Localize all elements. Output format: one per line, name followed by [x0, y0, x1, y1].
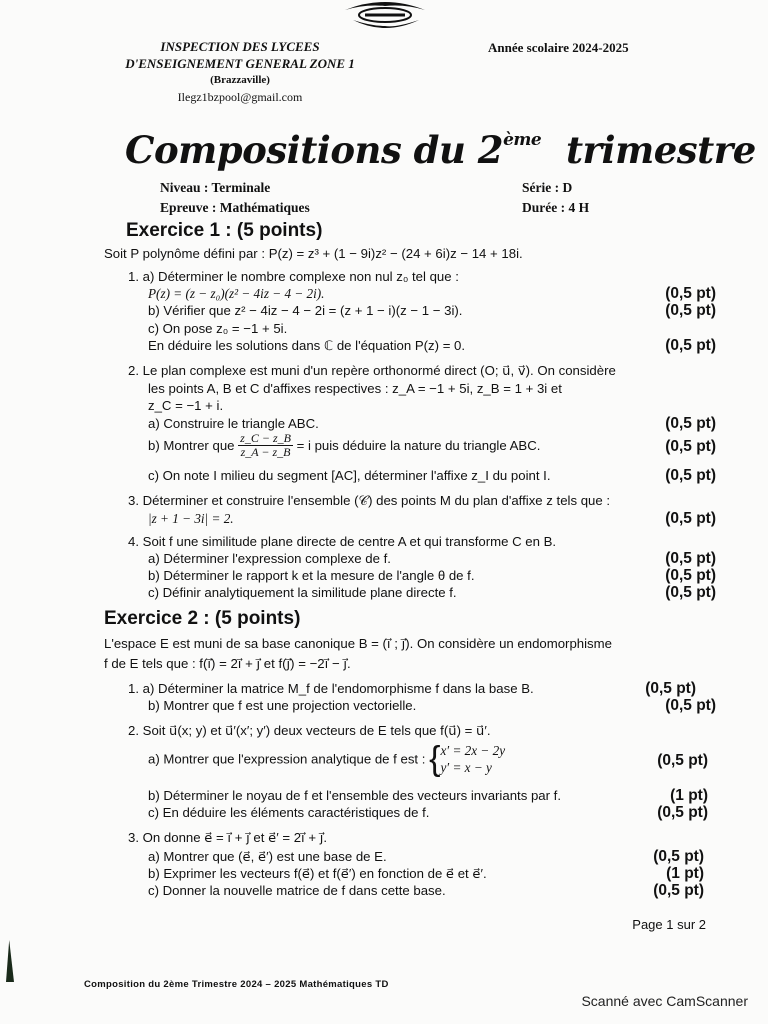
ex2-intro: L'espace E est muni de sa base canonique B = (i⃗ ; j⃗). On considère un endomorphisme [104, 636, 612, 651]
ex1-q4a [148, 550, 766, 567]
ex1-q4a-text: a) Déterminer l'expression complexe de f. [148, 551, 391, 566]
header-email: Ilegz1bzpool@gmail.com [177, 90, 303, 104]
scan-edge-mark [6, 940, 14, 982]
ex1-q4: 4. Soit f une similitude plane directe de centre A et qui transforme C en B. [128, 534, 557, 549]
ex2-q2c-text: c) En déduire les éléments caractéristiques de f. [148, 805, 430, 820]
ex1-q2-line2: les points A, B et C d'affixes respectives : z_A = −1 + 5i, z_B = 1 + 3i et [148, 381, 562, 396]
title-sup: ème [503, 130, 542, 150]
scanner-watermark: Scanné avec CamScanner [581, 993, 748, 1009]
ex2-q3c-text: c) Donner la nouvelle matrice de f dans cette base. [148, 883, 446, 898]
ex1-q2a [148, 415, 766, 432]
title-main: Compositions du 2 [125, 128, 504, 172]
ex2-q3c [148, 882, 766, 899]
header-line-1: INSPECTION DES LYCEES [160, 39, 320, 54]
points: (0,5 pt) [665, 285, 716, 302]
ex2-q3b-text: b) Exprimer les vecteurs f(e⃗) et f(e⃗′) en fonction de e⃗ et e⃗′. [148, 866, 487, 881]
fraction-den: z_A − z_B [240, 445, 291, 459]
ex2-q1b [148, 697, 766, 714]
ex1-q1a-eq-text: P(z) = (z − z₀)(z² − 4iz − 4 − 2i). [148, 286, 325, 301]
ex1-q3-eq [148, 510, 766, 527]
ex1-q1a: 1. a) Déterminer le nombre complexe non nul z₀ tel que : [128, 269, 459, 284]
school-year: Année scolaire 2024-2025 [488, 40, 629, 55]
points: (0,5 pt) [645, 680, 696, 697]
points: (0,5 pt) [665, 697, 716, 714]
exercise-2-title: Exercice 2 : (5 points) [104, 608, 301, 629]
points: (0,5 pt) [665, 467, 716, 484]
ex2-intro-2: f de E tels que : f(i⃗) = 2i⃗ + j⃗ et f(j⃗) = −2i⃗ − j⃗. [104, 656, 351, 671]
points: (1 pt) [666, 865, 704, 882]
institution-header [60, 38, 420, 106]
points: (1 pt) [670, 787, 708, 804]
ex1-q1c2-text: En déduire les solutions dans ℂ de l'équation P(z) = 0. [148, 338, 466, 353]
ex1-q3-eq-text: |z + 1 − 3i| = 2. [148, 511, 234, 526]
ex1-q1c: c) On pose z₀ = −1 + 5i. [148, 321, 288, 336]
points: (0,5 pt) [665, 510, 716, 527]
ex1-q2b-pre: b) Montrer que [148, 438, 235, 453]
ex2-q2a [148, 742, 766, 782]
points: (0,5 pt) [665, 415, 716, 432]
ex1-q2b [148, 432, 766, 468]
ex1-q2-line3: z_C = −1 + i. [148, 398, 224, 413]
points: (0,5 pt) [665, 567, 716, 584]
analytic-system [440, 742, 505, 776]
ex2-q3: 3. On donne e⃗ = i⃗ + j⃗ et e⃗′ = 2i⃗ + j⃗. [128, 830, 328, 845]
ex2-q3b [148, 865, 766, 882]
school-logo [335, 0, 435, 32]
header-city: (Brazzaville) [210, 74, 270, 86]
ex2-q1b-text: b) Montrer que f est une projection vectorielle. [148, 698, 417, 713]
page-title [125, 128, 756, 172]
footer: Composition du 2ème Trimestre 2024 – 2025 Mathématiques TD [84, 979, 389, 990]
points: (0,5 pt) [665, 302, 716, 319]
system-line-2: y′ = x − y [440, 760, 492, 775]
serie: Série : D [522, 180, 573, 195]
ex1-q1b [148, 302, 766, 319]
ex2-q2: 2. Soit u⃗(x; y) et u⃗′(x′; y′) deux vecteurs de E tels que f(u⃗) = u⃗′. [128, 723, 491, 738]
system-brace: { [429, 740, 441, 778]
ex1-intro: Soit P polynôme défini par : P(z) = z³ + (1 − 9i)z² − (24 + 6i)z − 14 + 18i. [104, 246, 523, 261]
points: (0,5 pt) [665, 584, 716, 601]
fraction-num: z_C − z_B [240, 431, 291, 445]
ex1-q1c2 [148, 337, 766, 354]
ex1-q2c [148, 467, 766, 484]
ex2-q2b-text: b) Déterminer le noyau de f et l'ensemble des vecteurs invariants par f. [148, 788, 561, 803]
points: (0,5 pt) [657, 804, 708, 821]
ex2-q2a-text: a) Montrer que l'expression analytique de f est : [148, 751, 426, 767]
ex2-q3a [148, 848, 766, 865]
ex1-q2: 2. Le plan complexe est muni d'un repère orthonormé direct (O; u⃗, v⃗). On considère [128, 363, 616, 378]
system-line-1: x′ = 2x − 2y [440, 743, 506, 758]
points: (0,5 pt) [653, 848, 704, 865]
ex2-q1a [128, 680, 746, 697]
points: (0,5 pt) [665, 438, 716, 455]
ex1-q4b-text: b) Déterminer le rapport k et la mesure de l'angle θ de f. [148, 568, 475, 583]
exercise-1-title: Exercice 1 : (5 points) [126, 220, 323, 241]
ex2-q1a-text: 1. a) Déterminer la matrice M_f de l'endomorphisme f dans la base B. [128, 681, 534, 696]
ex1-q2b-post: = i puis déduire la nature du triangle ABC. [296, 438, 541, 453]
header-line-2: D'ENSEIGNEMENT GENERAL ZONE 1 [125, 56, 355, 71]
ex1-q2a-text: a) Construire le triangle ABC. [148, 416, 319, 431]
ex1-q4c [148, 584, 766, 601]
ex1-q4b [148, 567, 766, 584]
ex1-q4c-text: c) Définir analytiquement la similitude plane directe f. [148, 585, 457, 600]
ex1-q3: 3. Déterminer et construire l'ensemble (𝒞) des points M du plan d'affixe z tels que : [128, 493, 611, 508]
title-end: trimestre [565, 128, 756, 172]
ex1-q1a-eq [148, 285, 766, 302]
page-number: Page 1 sur 2 [632, 917, 706, 932]
niveau: Niveau : Terminale [160, 180, 271, 195]
fraction [238, 432, 293, 459]
points: (0,5 pt) [657, 752, 708, 769]
points: (0,5 pt) [665, 337, 716, 354]
ex2-q2b [148, 787, 766, 804]
ex1-q2c-text: c) On note I milieu du segment [AC], déterminer l'affixe z_I du point I. [148, 468, 551, 483]
points: (0,5 pt) [665, 550, 716, 567]
points: (0,5 pt) [653, 882, 704, 899]
ex2-q3a-text: a) Montrer que (e⃗, e⃗′) est une base de E. [148, 849, 387, 864]
epreuve: Epreuve : Mathématiques [160, 200, 310, 215]
ex2-q2c [148, 804, 766, 821]
ex1-q1b-text: b) Vérifier que z² − 4iz − 4 − 2i = (z + 1 − i)(z − 1 − 3i). [148, 303, 463, 318]
duree: Durée : 4 H [522, 200, 590, 215]
